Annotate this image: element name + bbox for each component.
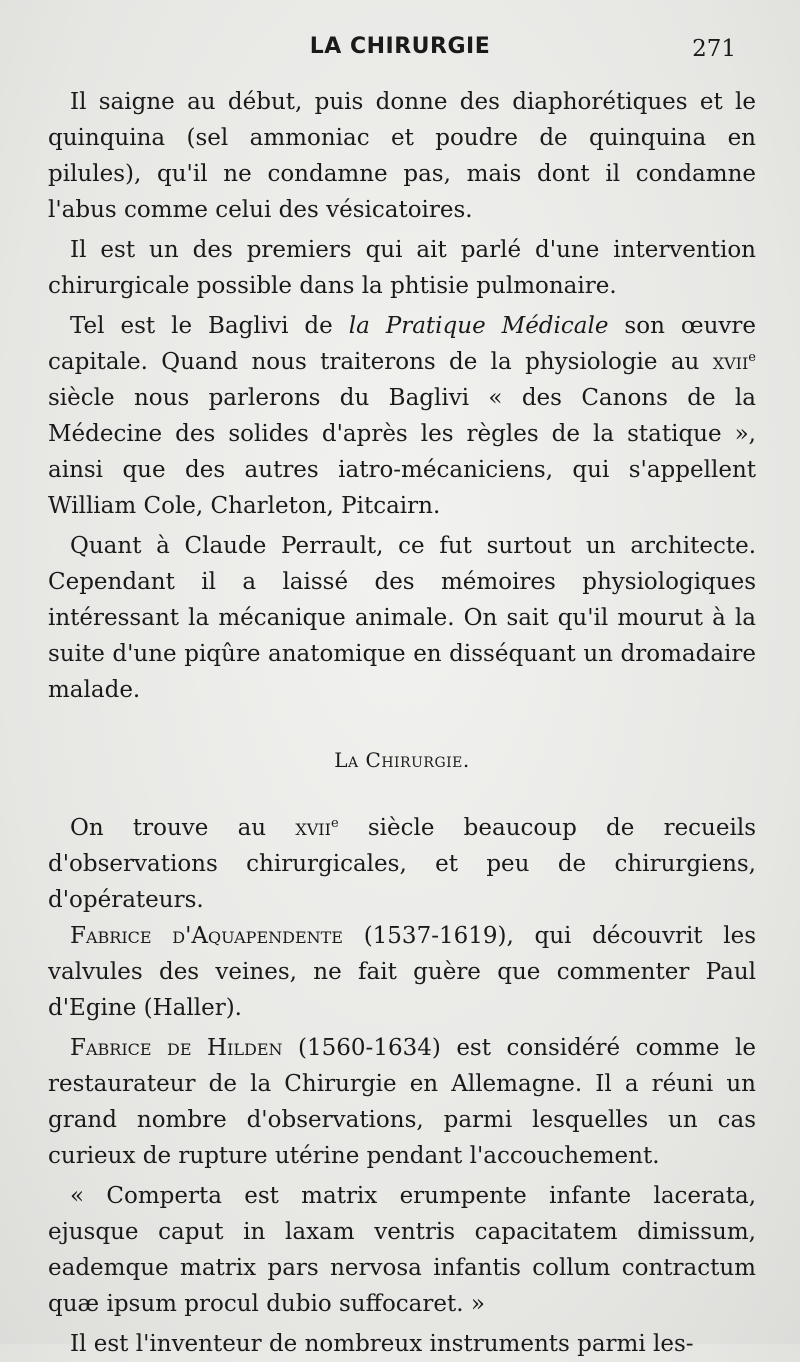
paragraph-latin-quote: « Comperta est matrix erumpente infante lacerata, ejusque caput in laxam ventris capacitatem dimissum, eademque matrix pars nervosa infantis collum contractum quæ ipsum procul dubio suffocaret. » [48,1183,756,1317]
book-title: la Pratique Médicale [348,313,609,339]
paragraph-baglivi: Tel est le Baglivi de la Pratique Médicale son œuvre capitale. Quand nous traiterons de la physiologie au xvii$^e$ siècle nous parlerons du Baglivi « des Canons de la Médecine des solides d'après les règles de la statique », ainsi que des autres iatro-mécaniciens, qui s'appellent William Cole, Charleton, Pitcairn. [48,313,757,519]
century: xvii [712,349,749,375]
paragraph-instruments: Il est l'inventeur de nombreux instruments parmi les- [70,1331,694,1357]
running-title: LA CHIRURGIE [309,34,491,59]
paragraph-recueils: On trouve au xvii$^e$ siècle beaucoup de recueils d'observations chirurgicales, et peu de chirurgiens, d'opérateurs. [48,815,756,913]
paragraph-hilden: Fabrice de Hilden (1560-1634) est considéré comme le restaurateur de la Chirurgie en Allemagne. Il a réuni un grand nombre d'observations, parmi lesquelles un cas curieux de rupture utérine pendant l'accouchement. [48,1035,756,1169]
paragraph-treatment: Il saigne au début, puis donne des diaphorétiques et le quinquina (sel ammoniac et poudre de quinquina en pilules), qu'il ne condamne pas, mais dont il condamne l'abus comme celui des vésicatoires. [48,89,756,223]
person-name: Fabrice d'Aquapendente [70,923,343,949]
page-number: 271 [692,36,736,62]
paragraph-perrault: Quant à Claude Perrault, ce fut surtout un architecte. Cependant il a laissé des mémoires physiologiques intéressant la mécanique animale. On sait qu'il mourut à la suite d'une piqûre anatomique en disséquant un dromadaire malade. [48,533,756,703]
page-body [48,84,756,1362]
paragraph-phtisie: Il est un des premiers qui ait parlé d'une intervention chirurgicale possible dans la phtisie pulmonaire. [48,237,756,299]
section-heading: La Chirurgie. [334,748,470,772]
century: xvii [295,815,331,841]
page-header [0,30,800,70]
person-name: Fabrice de Hilden [70,1035,283,1061]
paragraph-aquapendente: Fabrice d'Aquapendente (1537-1619), qui découvrit les valvules des veines, ne fait guère que commenter Paul d'Egine (Haller). [48,923,757,1021]
